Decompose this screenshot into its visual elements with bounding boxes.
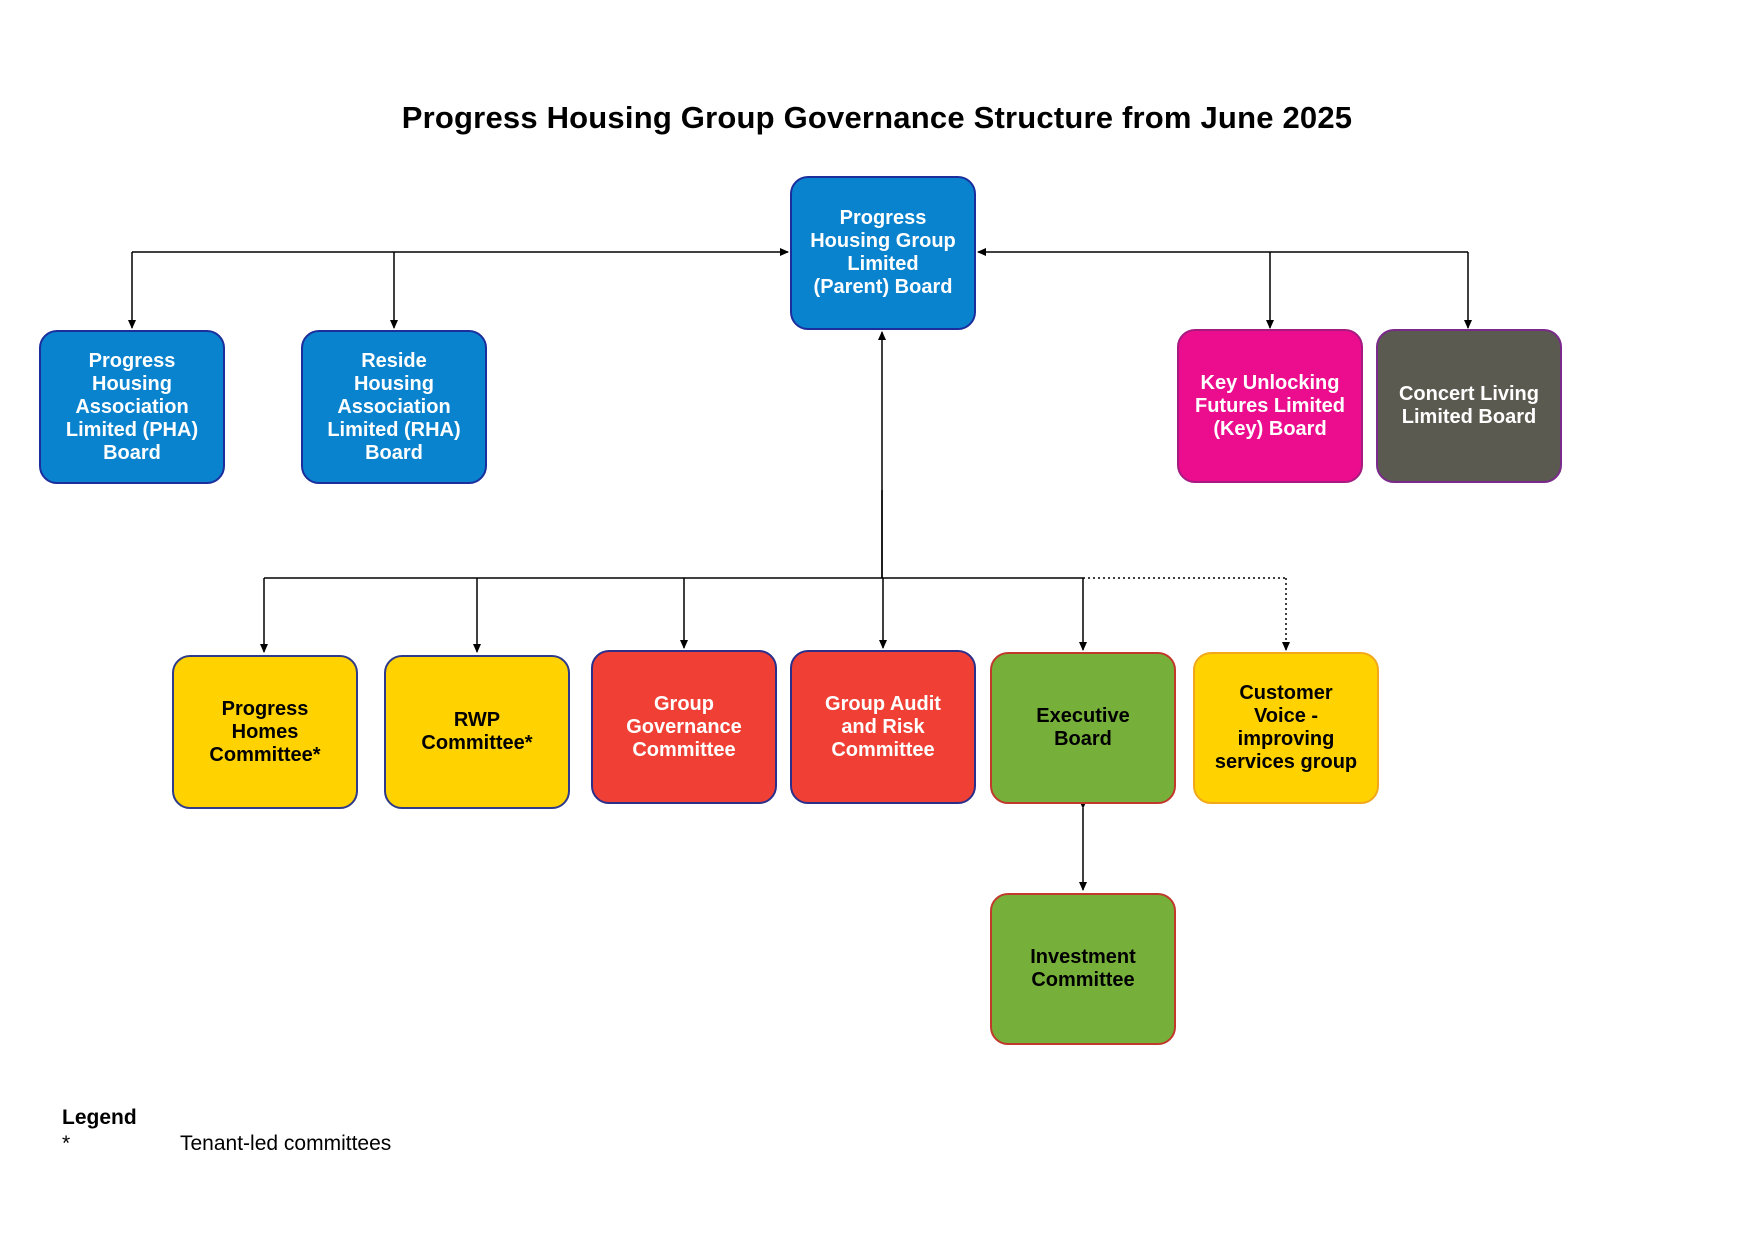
legend-label: Tenant-led committees: [180, 1132, 392, 1155]
investment-committee: Investment Committee: [990, 893, 1176, 1045]
rha-board: Reside Housing Association Limited (RHA) Board: [301, 330, 487, 484]
key-board: Key Unlocking Futures Limited (Key) Board: [1177, 329, 1363, 483]
legend-symbol: *: [62, 1132, 71, 1155]
customer-voice-group: Customer Voice - improving services group: [1193, 652, 1379, 804]
legend-title: Legend: [62, 1106, 137, 1129]
page-title: Progress Housing Group Governance Structure from June 2025: [401, 100, 1353, 135]
executive-board: Executive Board: [990, 652, 1176, 804]
pha-board: Progress Housing Association Limited (PHA) Board: [39, 330, 225, 484]
progress-homes-committee: Progress Homes Committee*: [172, 655, 358, 809]
parent-board: Progress Housing Group Limited (Parent) Board: [790, 176, 976, 330]
group-audit-risk-committee: Group Audit and Risk Committee: [790, 650, 976, 804]
concert-board: Concert Living Limited Board: [1376, 329, 1562, 483]
rwp-committee: RWP Committee*: [384, 655, 570, 809]
group-governance-committee: Group Governance Committee: [591, 650, 777, 804]
